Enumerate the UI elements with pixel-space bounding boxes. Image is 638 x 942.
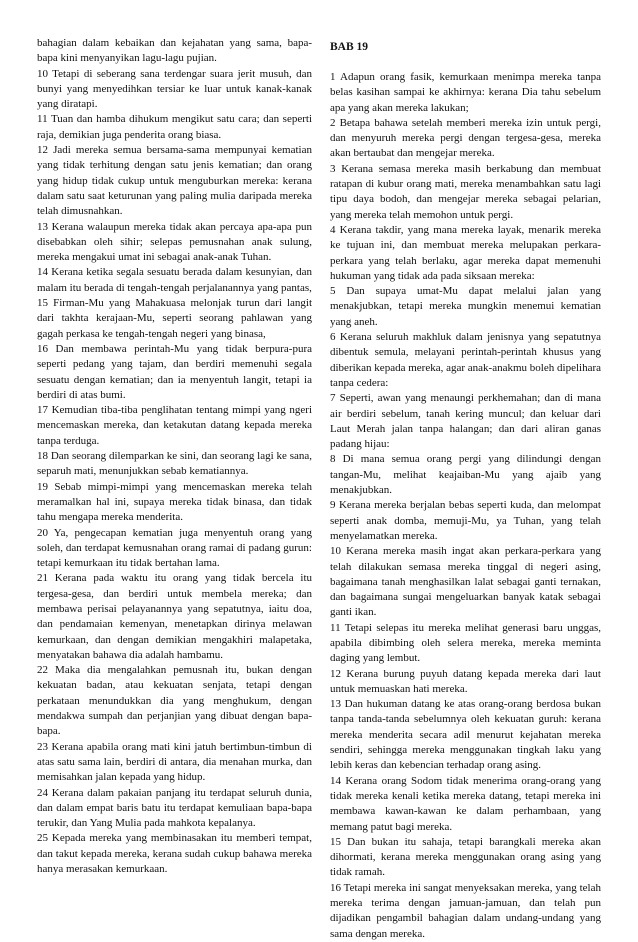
verse-paragraph: 2 Betapa bahawa setelah memberi mereka izin untuk pergi, dan menyuruh mereka pergi dengan tergesa-gesa, mereka akan bertaubat dan mengejar mereka. xyxy=(330,116,601,160)
verse-paragraph: 23 Kerana apabila orang mati kini jatuh bertimbun-timbun di atas satu sama lain, berdiri di antara, dia menahan murka, dan memisahkan jalan kepada yang hidup. xyxy=(37,740,312,784)
verse-paragraph: 24 Kerana dalam pakaian panjang itu terdapat seluruh dunia, dan dalam empat baris batu itu terdapat kemuliaan bapa-bapa terukir, dan Yang Mulia pada mahkota kepalanya. xyxy=(37,786,312,830)
verse-paragraph: 22 Maka dia mengalahkan pemusnah itu, bukan dengan kekuatan badan, atau kekuatan senjata, tetapi dengan perkataan menundukkan dia yang menghukum, dengan mendakwa sumpah dan perjanjian yang dibuat dengan bapa-bapa. xyxy=(37,664,312,738)
verse-paragraph: 12 Jadi mereka semua bersama-sama mempunyai kematian yang tidak terhitung dengan satu jenis kematian; dan orang yang hidup tidak cukup untuk menguburkan mereka: kerana dalam satu saat keturunan yang paling mulia daripada mereka telah dimusnahkan. xyxy=(37,144,312,218)
verse-paragraph: 15 Dan bukan itu sahaja, tetapi barangkali mereka akan dihormati, kerana mereka menggunakan orang asing yang tidak ramah. xyxy=(330,835,601,879)
verse-paragraph: 6 Kerana seluruh makhluk dalam jenisnya yang sepatutnya dibentuk semula, melayani perintah-perintah khusus yang diberikan kepada mereka, agar anak-anakmu boleh dipelihara tanpa cedera: xyxy=(330,331,601,389)
verse-paragraph: 17 Kemudian tiba-tiba penglihatan tentang mimpi yang ngeri mencemaskan mereka, dan ketakutan datang kepada mereka tanpa terduga. xyxy=(37,404,312,447)
chapter-heading: BAB 19 xyxy=(330,41,369,53)
verse-paragraph: 13 Kerana walaupun mereka tidak akan percaya apa-apa pun disebabkan oleh sihir; selepas pemusnahan anak sulung, mereka mengakui umat ini sebagai anak-anak Tuhan. xyxy=(37,220,312,264)
verse-paragraph: 16 Dan membawa perintah-Mu yang tidak berpura-pura seperti pedang yang tajam, dan berdiri memenuhi segala sesuatu dengan kematian; dan ia menyentuh langit, tetapi ia berdiri di atas bumi. xyxy=(37,342,312,401)
verse-paragraph: 14 Kerana orang Sodom tidak menerima orang-orang yang tidak mereka kenali ketika mereka datang, tetapi mereka ini membawa kawan-kawan ke dalam perhambaan, yang memang patut bagi mereka. xyxy=(330,774,601,833)
verse-paragraph: bahagian dalam kebaikan dan kejahatan yang sama, bapa-bapa kini menyanyikan lagu-lagu pujian. xyxy=(37,37,312,65)
verse-paragraph: 10 Tetapi di seberang sana terdengar suara jerit musuh, dan bunyi yang menyedihkan tersiar ke luar untuk kanak-kanak yang diratapi. xyxy=(37,67,312,111)
verse-paragraph: 16 Tetapi mereka ini sangat menyeksakan mereka, yang telah mereka terima dengan jamuan-jamuan, dan telah pun dijadikan pengambil bahagian dalam undang-undang yang sama dengan mereka. xyxy=(330,881,601,940)
verse-paragraph: 11 Tuan dan hamba dihukum mengikut satu cara; dan seperti raja, demikian juga penderita orang biasa. xyxy=(37,113,312,141)
verse-paragraph: 9 Kerana mereka berjalan bebas seperti kuda, dan melompat seperti anak domba, memuji-Mu, ya Tuhan, yang telah menyelamatkan mereka. xyxy=(330,499,601,542)
verse-paragraph: 18 Dan seorang dilemparkan ke sini, dan seorang lagi ke sana, separuh mati, menunjukkan sebab kematiannya. xyxy=(37,450,312,478)
verse-paragraph: 5 Dan supaya umat-Mu dapat melalui jalan yang menakjubkan, tetapi mereka mungkin menemui kematian yang aneh. xyxy=(330,285,601,328)
verse-paragraph: 21 Kerana pada waktu itu orang yang tidak bercela itu tergesa-gesa, dan berdiri untuk membela mereka; dan membawa perisai pelayanannya yang sepatutnya, iaitu doa, dan pendamaian kemenyan, menetapkan dirinya melawan kemurkaan, dan dengan demikian mengakhiri malapetaka, menyatakan bahawa dia adalah hambamu. xyxy=(37,572,312,661)
verse-paragraph: 4 Kerana takdir, yang mana mereka layak, menarik mereka ke tujuan ini, dan membuat mereka melupakan perkara-perkara yang telah berlaku, agar mereka dapat memenuhi hukuman yang tidak ada pada siksaan mereka: xyxy=(330,223,601,282)
verse-paragraph: 15 Firman-Mu yang Mahakuasa melonjak turun dari langit dari takhta kerajaan-Mu, seperti seorang pahlawan yang gagah perkasa ke tengah-tengah negeri yang binasa, xyxy=(37,297,312,340)
verse-paragraph: 13 Dan hukuman datang ke atas orang-orang berdosa bukan tanpa tanda-tanda sebelumnya oleh kekuatan guruh: kerana mereka menderita secara adil menurut kejahatan mereka sendiri, sehingga mereka menggunakan tingkah laku yang lebih keras dan kebencian terhadap orang asing. xyxy=(330,698,601,772)
verse-paragraph: 25 Kepada mereka yang membinasakan itu memberi tempat, dan takut kepada mereka, kerana sudah cukup bahawa mereka hanya merasakan kemurkaan. xyxy=(37,832,312,876)
verse-paragraph: 12 Kerana burung puyuh datang kepada mereka dari laut untuk memuaskan hati mereka. xyxy=(330,667,601,695)
verse-paragraph: 8 Di mana semua orang pergi yang dilindungi dengan tangan-Mu, melihat keajaiban-Mu yang ajaib yang menakjubkan. xyxy=(330,453,601,497)
verse-paragraph: 11 Tetapi selepas itu mereka melihat generasi baru unggas, apabila dibimbing oleh selera mereka, mereka meminta daging yang lembut. xyxy=(330,621,601,665)
verse-paragraph: 10 Kerana mereka masih ingat akan perkara-perkara yang telah dilakukan semasa mereka tinggal di negeri asing, bagaimana tanah menghasilkan lalat sebagai ganti ternakan, dan bagaimana sungai mengeluarkan banyak katak sebagai ganti ikan. xyxy=(330,545,601,619)
left-column xyxy=(37,36,312,877)
verse-paragraph: 7 Seperti, awan yang menaungi perkhemahan; dan di mana air berdiri sebelum, tanah kering muncul; dan keluar dari Laut Merah jalan tanpa halangan; dan dari aliran ganas padang hijau: xyxy=(330,392,601,451)
verse-paragraph: 1 Adapun orang fasik, kemurkaan menimpa mereka tanpa belas kasihan sampai ke akhirnya: kerana Dia tahu sebelum apa yang akan mereka lakukan; xyxy=(330,71,601,114)
verse-paragraph: 3 Kerana semasa mereka masih berkabung dan membuat ratapan di kubur orang mati, mereka menambahkan satu lagi tipu daya bodoh, dan mengejar mereka sebagai pelarian, yang mereka telah memohon untuk pergi. xyxy=(330,162,601,221)
verse-paragraph: 19 Sebab mimpi-mimpi yang mencemaskan mereka telah meramalkan hal ini, supaya mereka tidak binasa, dan tidak tahu mengapa mereka menderita. xyxy=(37,480,312,524)
verse-paragraph: 20 Ya, pengecapan kematian juga menyentuh orang yang soleh, dan terdapat kemusnahan orang ramai di padang gurun: tetapi kemurkaan itu tidak bertahan lama. xyxy=(37,526,312,570)
verse-paragraph: 14 Kerana ketika segala sesuatu berada dalam kesunyian, dan malam itu berada di tengah-tengah perjalanannya yang pantas, xyxy=(37,266,312,294)
right-column xyxy=(330,36,601,942)
